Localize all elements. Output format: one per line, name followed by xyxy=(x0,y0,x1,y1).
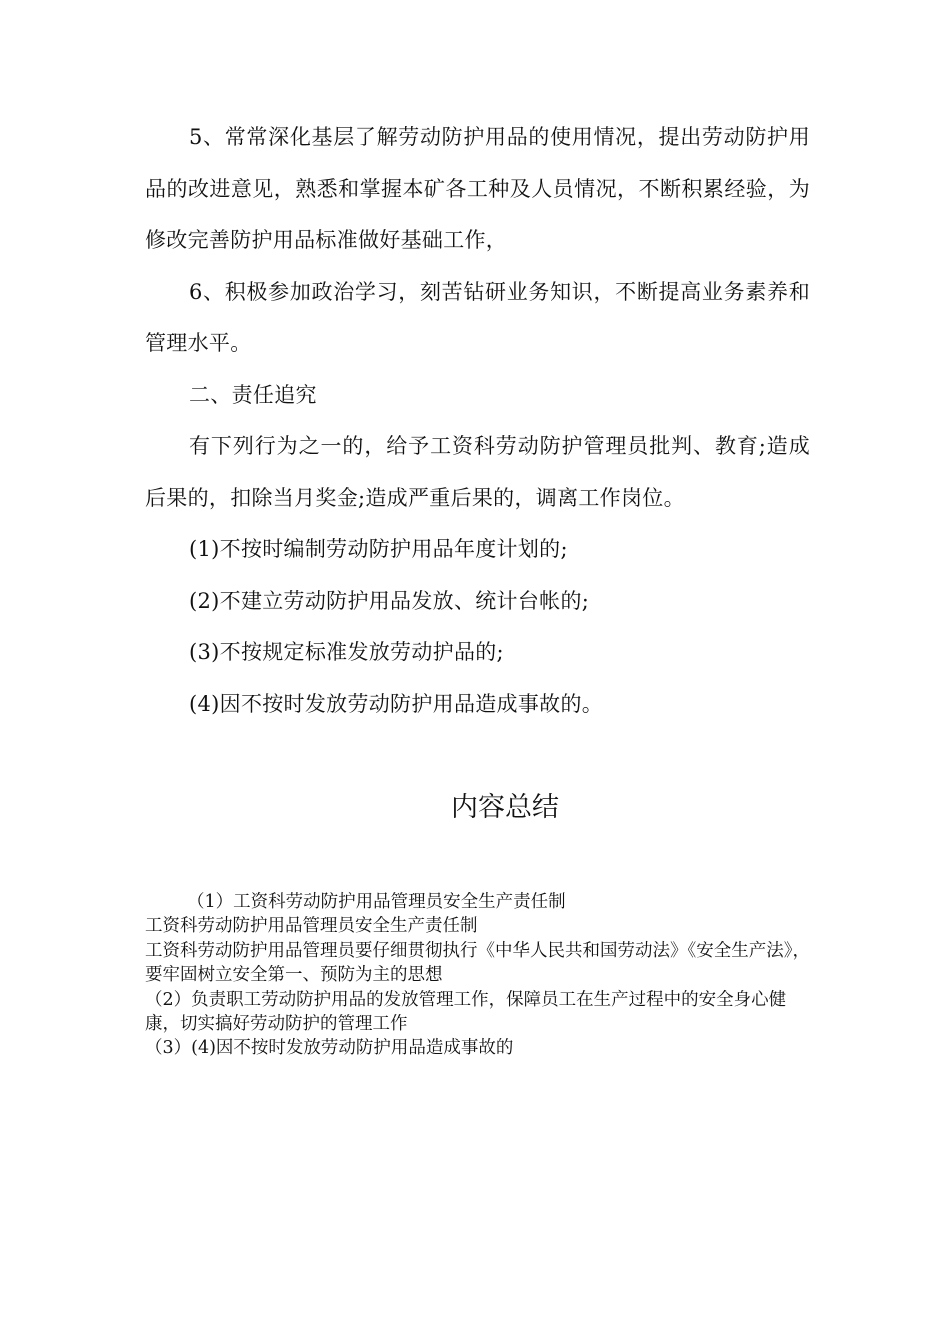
section-heading-accountability: 二、责任追究 xyxy=(189,382,317,407)
document-body xyxy=(145,112,810,730)
summary-section xyxy=(145,890,810,1061)
summary-line: （2）负责职工劳动防护用品的发放管理工作，保障员工在生产过程中的安全身心健康，切实搞好劳动防护的管理工作 xyxy=(145,989,787,1035)
list-item-violation-2: (2)不建立劳动防护用品发放、统计台帐的; xyxy=(189,588,590,613)
paragraph-duty-6: 6、积极参加政治学习，刻苦钻研业务知识，不断提高业务素养和管理水平。 xyxy=(145,279,810,355)
list-item-violation-3: (3)不按规定标准发放劳动护品的; xyxy=(189,640,504,664)
list-item-violation-1: (1)不按时编制劳动防护用品年度计划的; xyxy=(189,537,568,561)
summary-line: 工资科劳动防护用品管理员安全生产责任制 xyxy=(145,916,478,937)
summary-line: 工资科劳动防护用品管理员要仔细贯彻执行《中华人民共和国劳动法》《安全生产法》，要牢固树立安全第一、预防为主的思想 xyxy=(145,940,810,986)
summary-title: 内容总结 xyxy=(451,792,559,823)
summary-line: （3）(4)因不按时发放劳动防护用品造成事故的 xyxy=(145,1038,514,1059)
paragraph-duty-5: 5、常常深化基层了解劳动防护用品的使用情况，提出劳动防护用品的改进意见，熟悉和掌握本矿各工种及人员情况，不断积累经验，为修改完善防护用品标准做好基础工作， xyxy=(145,125,810,252)
list-item-violation-4: (4)因不按时发放劳动防护用品造成事故的。 xyxy=(189,691,604,716)
summary-line: （1）工资科劳动防护用品管理员安全生产责任制 xyxy=(187,892,566,912)
paragraph-accountability-intro: 有下列行为之一的，给予工资科劳动防护管理员批判、教育;造成后果的，扣除当月奖金;造成严重后果的，调离工作岗位。 xyxy=(145,434,810,510)
